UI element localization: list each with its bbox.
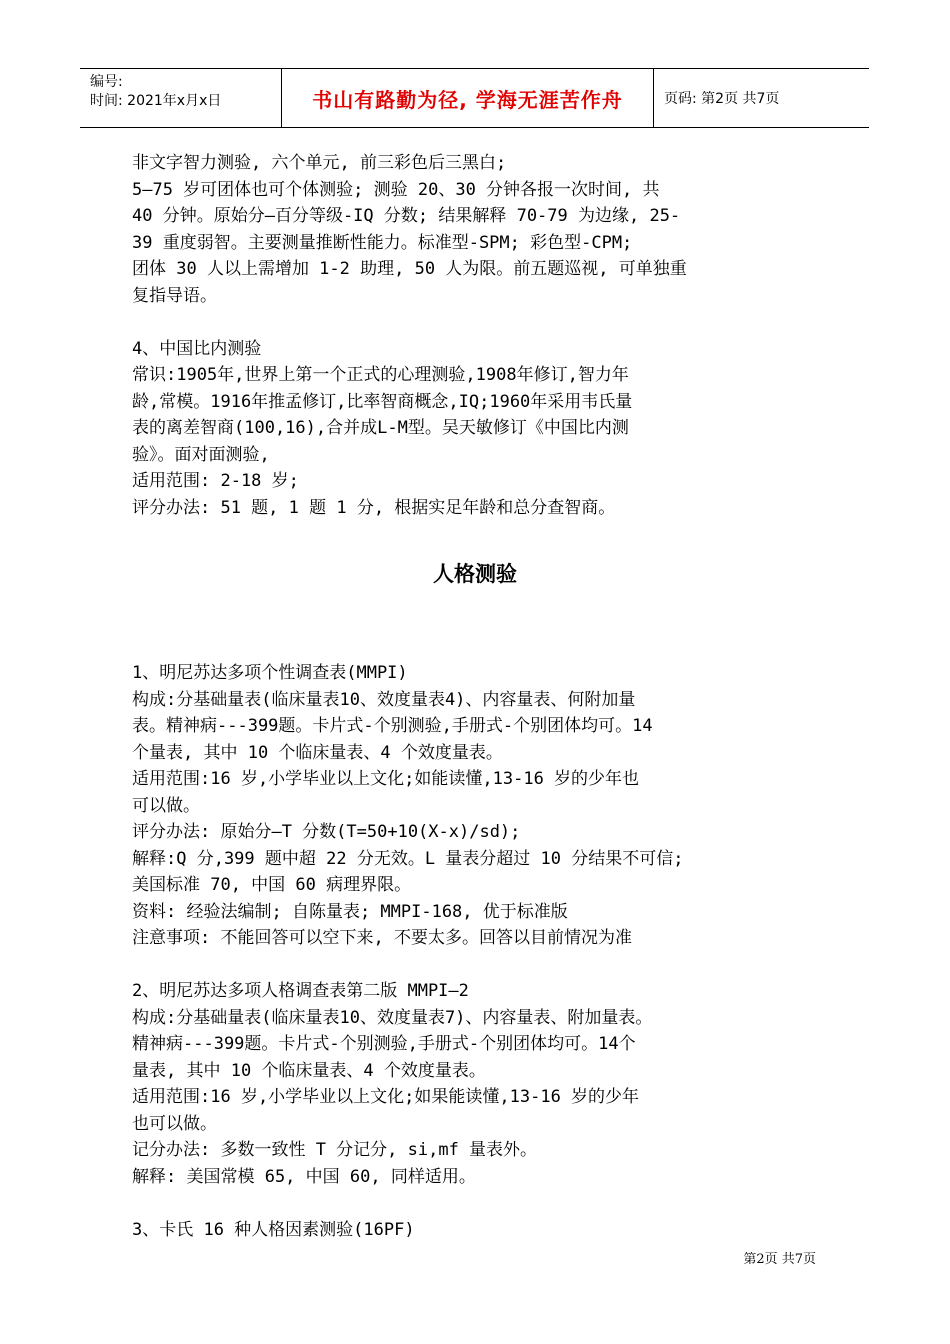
paragraph-line: 解释: 美国常模 65, 中国 60, 同样适用。 [132,1166,476,1187]
paragraph-line: 可以做。 [132,795,200,816]
paragraph-line: 构成:分基础量表(临床量表10、效度量表7)、内容量表、附加量表。 [132,1007,653,1028]
paragraph-line: 40 分钟。原始分—百分等级-IQ 分数; 结果解释 70-79 为边缘, 25- [132,206,681,226]
paragraph-line: 也可以做。 [132,1113,217,1134]
subheading-binet: 4、中国比内测验 [132,338,262,359]
paragraph-line: 5—75 岁可团体也可个体测验; 测验 20、30 分钟各报一次时间, 共 [132,179,660,200]
paragraph-line: 资料: 经验法编制; 自陈量表; MMPI-168, 优于标准版 [132,901,568,922]
paragraph-line: 构成:分基础量表(临床量表10、效度量表4)、内容量表、何附加量 [132,689,636,710]
subheading-mmpi2: 2、明尼苏达多项人格调查表第二版 MMPI—2 [132,981,469,1001]
time-label: 时间: 2021年x月x日 [90,93,222,109]
paragraph-line: 适用范围:16 岁,小学毕业以上文化;如果能读懂,13-16 岁的少年 [132,1087,640,1107]
section-title: 人格测验 [433,562,517,586]
paragraph-line: 表。精神病---399题。卡片式-个别测验,手册式-个别团体均可。14 [132,716,653,736]
paragraph-line: 美国标准 70, 中国 60 病理界限。 [132,875,412,895]
paragraph-line: 龄,常模。1916年推孟修订,比率智商概念,IQ;1960年采用韦氏量 [132,391,633,412]
paragraph-line: 39 重度弱智。主要测量推断性能力。标准型-SPM; 彩色型-CPM; [132,232,633,253]
paragraph-line: 量表, 其中 10 个临床量表、4 个效度量表。 [132,1060,486,1081]
paragraph-line: 表的离差智商(100,16),合并成L-M型。吴天敏修订《中国比内测 [132,418,629,438]
subheading-mmpi: 1、明尼苏达多项个性调查表(MMPI) [132,663,408,683]
page-header [80,68,869,128]
body-text-part1 [132,150,832,521]
paragraph-line: 常识:1905年,世界上第一个正式的心理测验,1908年修订,智力年 [132,365,629,385]
paragraph-line: 评分办法: 原始分—T 分数(T=50+10(X-x)/sd); [132,822,521,842]
paragraph-line: 评分办法: 51 题, 1 题 1 分, 根据实足年龄和总分查智商。 [132,497,616,518]
paragraph-line: 解释:Q 分,399 题中超 22 分无效。L 量表分超过 10 分结果不可信; [132,848,684,869]
number-label: 编号: [90,74,123,90]
paragraph-line: 适用范围:16 岁,小学毕业以上文化;如能读懂,13-16 岁的少年也 [132,769,640,789]
subheading-16pf: 3、卡氏 16 种人格因素测验(16PF) [132,1219,415,1240]
header-motto: 书山有路勤为径, 学海无涯苦作舟 [282,69,654,127]
paragraph-line: 非文字智力测验, 六个单元, 前三彩色后三黑白; [132,153,507,173]
paragraph-line: 验》。面对面测验, [132,444,270,465]
body-text-part2 [132,660,832,1243]
page-footer: 第2页 共7页 [743,1252,816,1267]
paragraph-line: 团体 30 人以上需增加 1-2 助理, 50 人为限。前五题巡视, 可单独重 [132,259,687,279]
header-page-number: 页码: 第2页 共7页 [664,91,780,107]
paragraph-line: 精神病---399题。卡片式-个别测验,手册式-个别团体均可。14个 [132,1034,636,1054]
paragraph-line: 适用范围: 2-18 岁; [132,471,299,491]
paragraph-line: 记分办法: 多数一致性 T 分记分, si,mf 量表外。 [132,1140,538,1160]
paragraph-line: 复指导语。 [132,285,217,306]
header-meta [80,69,282,127]
paragraph-line: 个量表, 其中 10 个临床量表、4 个效度量表。 [132,742,503,763]
paragraph-line: 注意事项: 不能回答可以空下来, 不要太多。回答以目前情况为准 [132,928,632,948]
